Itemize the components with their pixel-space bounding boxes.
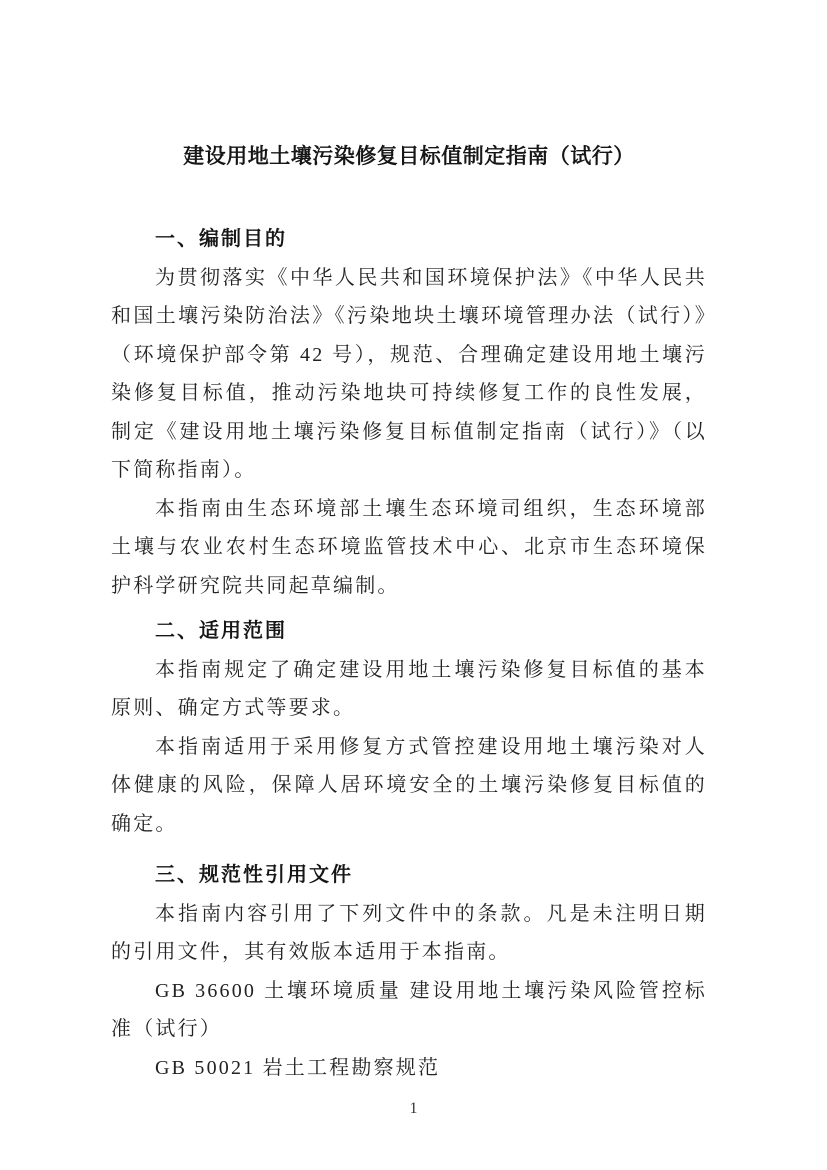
section-heading-1: 一、编制目的: [155, 228, 287, 250]
body-paragraph: 本指南规定了确定建设用地土壤污染修复目标值的基本原则、确定方式等要求。: [111, 658, 707, 719]
page-number: 1: [409, 1100, 418, 1117]
body-paragraph: 本指南适用于采用修复方式管控建设用地土壤污染对人体健康的风险，保障人居环境安全的土壤污染修复目标值的确定。: [111, 735, 707, 835]
reference-item-gb36600: GB 36600 土壤环境质量 建设用地土壤污染风险管控标准（试行）: [111, 979, 707, 1040]
body-paragraph: 本指南内容引用了下列文件中的条款。凡是未注明日期的引用文件，其有效版本适用于本指南。: [111, 902, 707, 963]
page-title: 建设用地土壤污染修复目标值制定指南（试行）: [183, 145, 635, 168]
body-paragraph: 为贯彻落实《中华人民共和国环境保护法》《中华人民共和国土壤污染防治法》《污染地块土壤环境管理办法（试行）》（环境保护部令第 42 号），规范、合理确定建设用地土壤污染修复目标值，推动污染地块可持续修复工作的良性发展，制定《建设用地土壤污染修复目标值制定指南（试行）》（以下简称指南）。: [111, 266, 707, 481]
reference-item-gb50021: GB 50021 岩土工程勘察规范: [155, 1056, 441, 1079]
body-paragraph: 本指南由生态环境部土壤生态环境司组织，生态环境部土壤与农业农村生态环境监管技术中心、北京市生态环境保护科学研究院共同起草编制。: [111, 497, 707, 597]
section-heading-3: 三、规范性引用文件: [155, 864, 353, 886]
document-content: [111, 143, 707, 1087]
section-heading-2: 二、适用范围: [155, 620, 287, 642]
